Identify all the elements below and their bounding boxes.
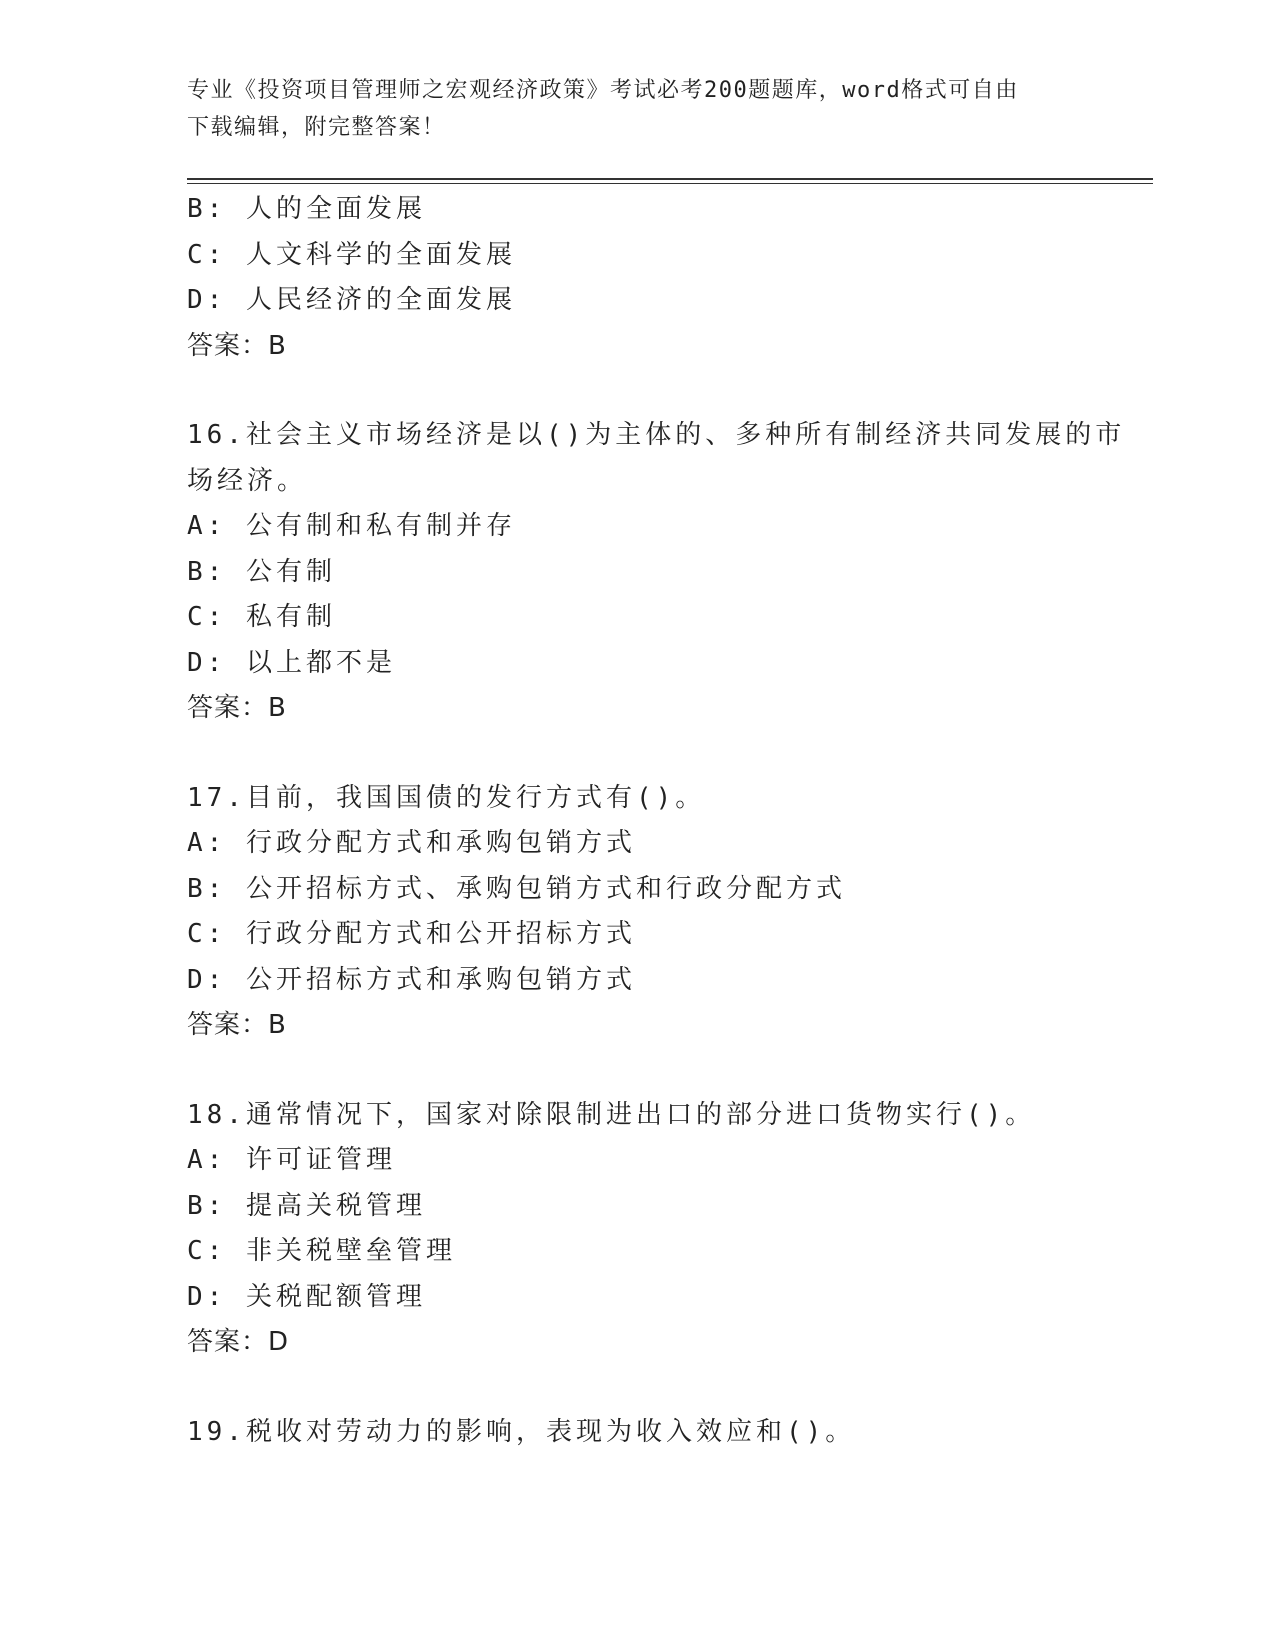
question-19 (187, 1410, 1087, 1456)
option-c: C: 私有制 (187, 602, 336, 632)
header-divider-thin (187, 183, 1153, 184)
question-list (187, 187, 1126, 1455)
option-d: D: 公开招标方式和承购包销方式 (187, 964, 636, 995)
option-c: C: 人文科学的全面发展 (187, 239, 516, 270)
header-divider-thick (187, 178, 1153, 180)
question-18 (187, 1093, 1087, 1366)
option-d: D: 以上都不是 (187, 647, 396, 678)
question-stem: 17.目前，我国国债的发行方式有()。 (187, 782, 706, 813)
option-a: A: 许可证管理 (187, 1145, 396, 1175)
option-b: B: 人的全面发展 (187, 194, 426, 224)
answer-label: 答案：B (187, 1010, 287, 1040)
header-line-2: 下载编辑，附完整答案！ (187, 115, 446, 140)
option-a: A: 行政分配方式和承购包销方式 (187, 828, 636, 858)
option-d: D: 关税配额管理 (187, 1281, 426, 1312)
question-spacer (187, 1366, 1087, 1410)
answer-label: 答案：B (187, 330, 287, 361)
option-a: A: 公有制和私有制并存 (187, 511, 516, 541)
option-b: B: 公开招标方式、承购包销方式和行政分配方式 (187, 873, 846, 904)
question-16 (187, 413, 1126, 732)
option-c: C: 非关税壁垒管理 (187, 1236, 456, 1266)
option-b: B: 提高关税管理 (187, 1190, 426, 1221)
question-15-tail (187, 187, 1087, 369)
document-header (187, 72, 1067, 146)
answer-label: 答案：D (187, 1327, 290, 1357)
question-stem: 19.税收对劳动力的影响，表现为收入效应和()。 (187, 1416, 856, 1447)
question-stem: 16.社会主义市场经济是以()为主体的、多种所有制经济共同发展的市 (187, 420, 1126, 450)
question-stem: 18.通常情况下，国家对除限制进出口的部分进口货物实行()。 (187, 1099, 1036, 1130)
option-c: C: 行政分配方式和公开招标方式 (187, 919, 636, 949)
answer-label: 答案：B (187, 693, 287, 723)
option-d: D: 人民经济的全面发展 (187, 285, 516, 315)
option-b: B: 公有制 (187, 556, 336, 587)
question-spacer (187, 1049, 1087, 1093)
question-spacer (187, 732, 1087, 776)
header-line-1: 专业《投资项目管理师之宏观经济政策》考试必考200题题库，word格式可自由 (187, 78, 1019, 103)
question-spacer (187, 369, 1087, 413)
question-stem-continued: 场经济。 (187, 465, 308, 496)
question-17 (187, 776, 1087, 1049)
